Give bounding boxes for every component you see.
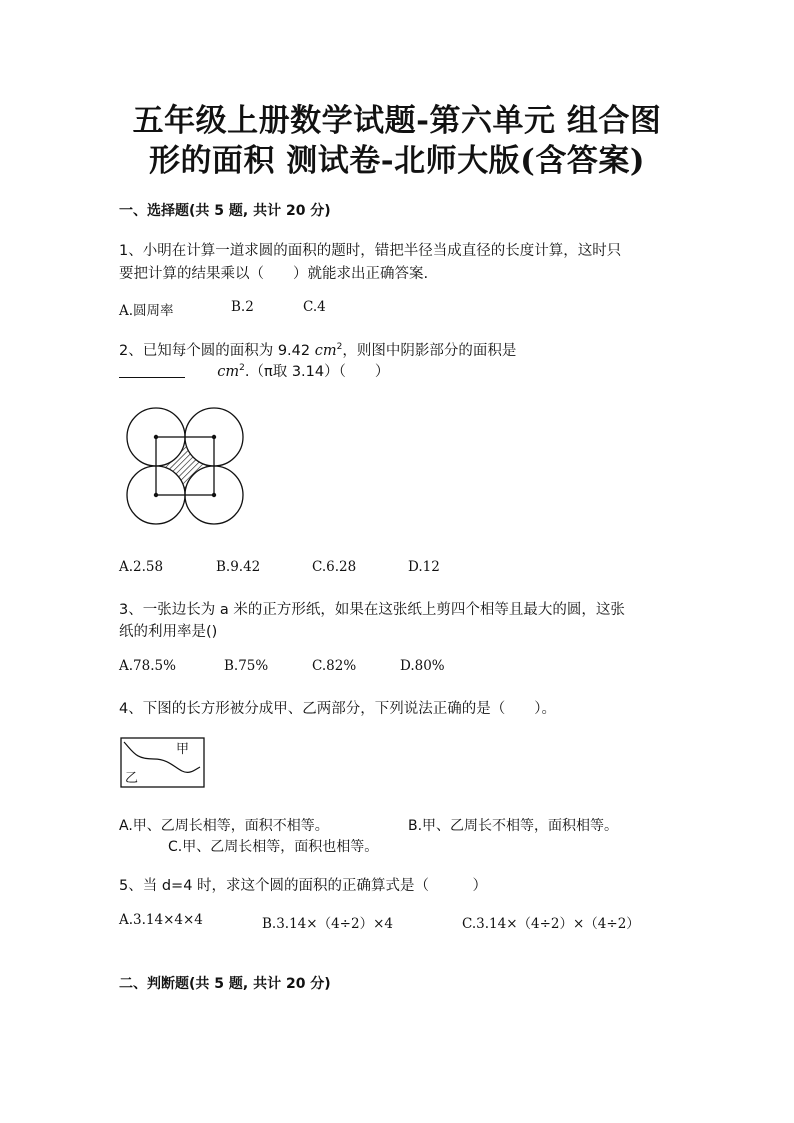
q2-option-d: D.12: [408, 559, 440, 575]
q1-option-b: B.2: [231, 299, 254, 315]
q2-unit-2-sup: 2: [239, 363, 245, 374]
q3-option-a: A.78.5%: [119, 658, 176, 674]
q4-option-a: A.甲、乙周长相等，面积不相等。: [119, 818, 329, 834]
q2-option-b: B.9.42: [216, 559, 261, 575]
q1-text-line1: 1、小明在计算一道求圆的面积的题时，错把半径当成直径的长度计算，这时只: [119, 243, 622, 259]
q5-option-a: A.3.14×4×4: [119, 912, 203, 928]
q5-option-c: C.3.14×（4÷2）×（4÷2）: [462, 916, 640, 932]
q4-text-line1: 4、下图的长方形被分成甲、乙两部分，下列说法正确的是（ ）。: [119, 701, 556, 717]
q3-option-b: B.75%: [224, 658, 269, 674]
q5-text-line1: 5、当 d=4 时，求这个圆的面积的正确算式是（ ）: [119, 878, 488, 894]
q3-text-line2: 纸的利用率是(): [119, 624, 218, 640]
shaded-region: [156, 437, 214, 495]
rectangle-split-figure: [120, 737, 206, 789]
q2-unit-sup: 2: [336, 342, 343, 353]
q1-option-c: C.4: [303, 299, 326, 315]
four-circles-figure: [120, 405, 250, 535]
q2-text-line2-end: .（π取 3.14）（ ）: [244, 364, 390, 380]
q2-unit-2: cm: [217, 364, 240, 380]
q3-option-c: C.82%: [312, 658, 357, 674]
section-heading-judgment: 二、判断题(共 5 题, 共计 20 分): [119, 976, 331, 992]
label-yi: 乙: [125, 771, 139, 786]
section-heading-choice: 一、选择题(共 5 题, 共计 20 分): [119, 203, 331, 219]
q2-text-start: 2、已知每个圆的面积为 9.42: [119, 343, 315, 359]
q2-text-line1: [119, 339, 516, 360]
doc-title-line2: 形的面积 测试卷-北师大版(含答案): [149, 143, 645, 179]
q2-answer-blank: [119, 363, 185, 378]
q2-option-c: C.6.28: [312, 559, 357, 575]
q2-text-line2: [119, 360, 389, 381]
q1-text-line2: 要把计算的结果乘以（ ）就能求出正确答案.: [119, 266, 429, 282]
q2-text-end: ，则图中阴影部分的面积是: [342, 343, 517, 359]
q3-option-d: D.80%: [400, 658, 445, 674]
q5-option-b: B.3.14×（4÷2）×4: [262, 916, 393, 932]
q4-option-c: C.甲、乙周长相等，面积也相等。: [168, 839, 379, 855]
q3-text-line1: 3、一张边长为 a 米的正方形纸，如果在这张纸上剪四个相等且最大的圆，这张: [119, 602, 625, 618]
q1-option-a: A.圆周率: [119, 303, 174, 319]
q4-option-b: B.甲、乙周长不相等，面积相等。: [408, 818, 619, 834]
doc-title-line1: 五年级上册数学试题-第六单元 组合图: [132, 103, 662, 139]
label-jia: 甲: [176, 742, 190, 757]
q2-unit: cm: [314, 343, 337, 359]
q2-option-a: A.2.58: [119, 559, 164, 575]
